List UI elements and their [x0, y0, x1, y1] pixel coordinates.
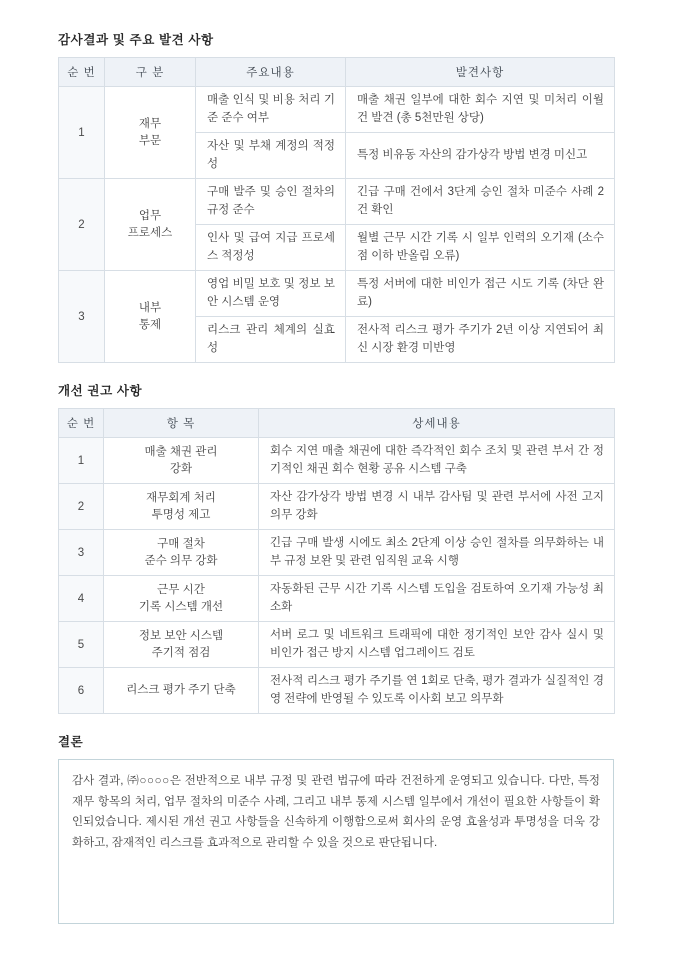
row-no: 6: [59, 668, 104, 714]
conclusion-text: 감사 결과, ㈜○○○○은 전반적으로 내부 규정 및 관련 법규에 따라 건전하게 운영되고 있습니다. 다만, 특정 재무 항목의 처리, 업무 절차의 미준수 사례, 그리고 내부 통제 시스템 일부에서 개선이 필요한 사항들이 확인되었습니다. 제시된 개선 권고 사항들을 신속하게 이행함으로써 회사의 운영 효율성과 투명성을 더욱 강화하고, 잠재적인 리스크를 효과적으로 관리할 수 있을 것으로 판단됩니다.: [72, 775, 600, 849]
findings-header-row: [59, 58, 615, 87]
table-row: [59, 622, 615, 668]
row-category: [105, 179, 196, 271]
cell-finding: 긴급 구매 건에서 3단계 승인 절차 미준수 사례 2건 확인: [346, 179, 615, 225]
reco-header-no: 순 번: [59, 409, 104, 438]
item-line: 근무 시간: [157, 583, 205, 596]
cell-finding: 특정 비유동 자산의 감가상각 방법 변경 미신고: [346, 133, 615, 179]
findings-table: [58, 57, 615, 363]
category-line: 내부: [138, 301, 162, 314]
cell-finding: 특정 서버에 대한 비인가 접근 시도 기록 (차단 완료): [346, 271, 615, 317]
cell-finding: 매출 채권 일부에 대한 회수 지연 및 미처리 이월 건 발견 (총 5천만원 상당): [346, 87, 615, 133]
cell-content: 매출 인식 및 비용 처리 기준 준수 여부: [196, 87, 346, 133]
item-line: 강화: [169, 462, 193, 475]
recommendations-table: [58, 408, 615, 714]
item-line: 투명성 제고: [151, 508, 211, 521]
row-no: 1: [59, 438, 104, 484]
table-row: [59, 576, 615, 622]
row-no: 1: [59, 87, 105, 179]
row-no: 5: [59, 622, 104, 668]
item-line: 주기적 점검: [151, 646, 211, 659]
item-line: 재무회계 처리: [146, 491, 216, 504]
recommendations-section: [58, 381, 680, 714]
row-item: [104, 438, 259, 484]
item-line: 매출 채권 관리: [144, 445, 218, 458]
cell-detail: 서버 로그 및 네트워크 트래픽에 대한 정기적인 보안 감사 실시 및 비인가 접근 방지 시스템 업그레이드 검토: [259, 622, 615, 668]
category-line: 재무: [138, 117, 162, 130]
row-category: [105, 87, 196, 179]
cell-content: 영업 비밀 보호 및 정보 보안 시스템 운영: [196, 271, 346, 317]
category-line: 업무: [138, 209, 162, 222]
item-line: 준수 의무 강화: [144, 554, 218, 567]
table-row: [59, 668, 615, 714]
row-item: [104, 622, 259, 668]
conclusion-section: [58, 732, 680, 924]
item-line: 리스크 평가 주기 단축: [126, 684, 236, 696]
item-line: 기록 시스템 개선: [138, 600, 224, 613]
item-line: 구매 절차: [157, 537, 205, 550]
findings-section: [58, 30, 680, 363]
cell-detail: 자산 감가상각 방법 변경 시 내부 감사팀 및 관련 부서에 사전 고지 의무 강화: [259, 484, 615, 530]
row-item: [104, 484, 259, 530]
recommendations-section-title: 개선 권고 사항: [58, 384, 143, 398]
category-line: 프로세스: [127, 226, 173, 239]
conclusion-section-title: 결론: [58, 735, 84, 749]
row-item: [104, 668, 259, 714]
row-item: [104, 530, 259, 576]
category-line: 통제: [138, 318, 162, 331]
cell-finding: 월별 근무 시간 기록 시 일부 인력의 오기재 (소수점 이하 반올림 오류): [346, 225, 615, 271]
cell-content: 자산 및 부채 계정의 적정성: [196, 133, 346, 179]
reco-header-detail: 상세내용: [259, 409, 615, 438]
findings-header-finding: 발견사항: [346, 58, 615, 87]
table-row: [59, 271, 615, 317]
findings-header-content: 주요내용: [196, 58, 346, 87]
conclusion-box: [58, 759, 614, 924]
findings-header-no: 순 번: [59, 58, 105, 87]
cell-detail: 전사적 리스크 평가 주기를 연 1회로 단축, 평가 결과가 실질적인 경영 전략에 반영될 수 있도록 이사회 보고 의무화: [259, 668, 615, 714]
row-no: 3: [59, 530, 104, 576]
findings-section-title: 감사결과 및 주요 발견 사항: [58, 33, 214, 47]
findings-header-category: 구 분: [105, 58, 196, 87]
recommendations-header-row: [59, 409, 615, 438]
row-no: 2: [59, 484, 104, 530]
cell-finding: 전사적 리스크 평가 주기가 2년 이상 지연되어 최신 시장 환경 미반영: [346, 317, 615, 363]
row-category: [105, 271, 196, 363]
row-no: 4: [59, 576, 104, 622]
row-no: 3: [59, 271, 105, 363]
category-line: 부문: [138, 134, 162, 147]
row-item: [104, 576, 259, 622]
table-row: [59, 179, 615, 225]
cell-content: 구매 발주 및 승인 절차의 규정 준수: [196, 179, 346, 225]
cell-content: 인사 및 급여 지급 프로세스 적정성: [196, 225, 346, 271]
table-row: [59, 484, 615, 530]
table-row: [59, 87, 615, 133]
table-row: [59, 438, 615, 484]
table-row: [59, 530, 615, 576]
cell-content: 리스크 관리 체계의 실효성: [196, 317, 346, 363]
cell-detail: 회수 지연 매출 채권에 대한 즉각적인 회수 조치 및 관련 부서 간 정기적인 채권 회수 현황 공유 시스템 구축: [259, 438, 615, 484]
item-line: 정보 보안 시스템: [138, 629, 224, 642]
reco-header-item: 항 목: [104, 409, 259, 438]
cell-detail: 자동화된 근무 시간 기록 시스템 도입을 검토하여 오기재 가능성 최소화: [259, 576, 615, 622]
row-no: 2: [59, 179, 105, 271]
cell-detail: 긴급 구매 발생 시에도 최소 2단계 이상 승인 절차를 의무화하는 내부 규정 보완 및 관련 임직원 교육 시행: [259, 530, 615, 576]
